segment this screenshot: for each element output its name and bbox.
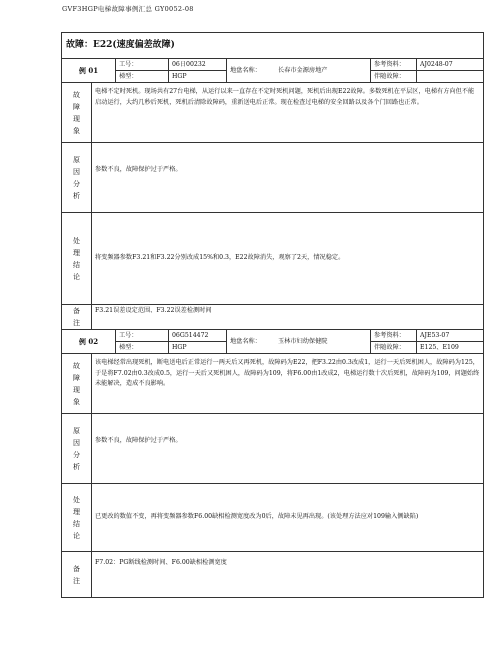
remark-label: 备 注: [62, 552, 92, 598]
case-2-handling: 已更改的数值不变，再将变频器参数F6.00缺相检测宽度改为0后，故障未见再出现。(该处理方法应对109输入侧缺陷): [92, 484, 484, 552]
case-2-phenomenon: 该电梯经常出现死机，断电送电后正常运行一两天后又再死机，故障码为E22，把F3.22由0.3改成1，运行一天后死机困人，故障码为125，于是将F7.02由0.3改成0.5，运行一天后又死机困人，故障码为109，将F6.00由1改成2，电梯运行数十次后死机，故障码为109，问题始终未能解决，造成不良影响。: [92, 354, 484, 414]
case-1-cause: 参数不良，故障保护过于严格。: [92, 143, 484, 213]
workno-label: 工号：: [116, 330, 169, 342]
ref-label: 参考资料：: [371, 330, 417, 342]
ref-label: 参考资料：: [371, 59, 417, 71]
case-2-remark: F7.02：PG断线检测时间、F6.00缺相检测宽度: [92, 552, 484, 598]
handling-label: 处 理 结 论: [62, 213, 92, 305]
case-2-model: HGP: [169, 342, 227, 354]
case-1-site: [227, 59, 371, 83]
case-1-site-value: 长春市金源房地产: [278, 67, 328, 74]
document-header: GVF3HGP电梯故障事例汇总 GY0052-08: [62, 5, 194, 13]
case-1-handling: 将变频器参数F3.21和F3.22分别改成15%和0.3，E22故障消失，观察了2天，情况稳定。: [92, 213, 484, 305]
site-label: 地盘名称：: [230, 338, 261, 345]
case-2-workno: 06G514472: [169, 330, 227, 342]
case-1-model: HGP: [169, 71, 227, 83]
case-1-remark: F3.21误差设定范围、F3.22误差检测时间: [92, 305, 484, 330]
fault-case-table: [61, 32, 484, 598]
workno-label: 工号：: [116, 59, 169, 71]
case-1-ref: AJ0248-07: [417, 59, 484, 71]
fault-label: 伴随故障：: [371, 342, 417, 354]
case-1-workno: 06日00232: [169, 59, 227, 71]
model-label: 梯型：: [116, 342, 169, 354]
fault-title: 故障：E22(速度偏差故障): [62, 33, 484, 59]
case-2-label: 例 02: [62, 330, 116, 354]
case-1-phenomenon: 电梯不定时死机。现场共有27台电梯，从运行以来一直存在不定时死机问题，死机后出现E22故障。多数死机在平层区，电梯有方向但不能启动运行，大约几秒后死机，死机后清除故障码，重新送电后正常。现在检查过电梯的安全回路以及各个门回路也正常。: [92, 83, 484, 143]
phenomenon-label: 故 障 现 象: [62, 354, 92, 414]
handling-label: 处 理 结 论: [62, 484, 92, 552]
case-2-site: [227, 330, 371, 354]
remark-label: 备 注: [62, 305, 92, 330]
case-2-ref: AJE53-07: [417, 330, 484, 342]
cause-label: 原 因 分 析: [62, 414, 92, 484]
case-2-cause: 参数不良，故障保护过于严格。: [92, 414, 484, 484]
cause-label: 原 因 分 析: [62, 143, 92, 213]
phenomenon-label: 故 障 现 象: [62, 83, 92, 143]
fault-label: 伴随故障：: [371, 71, 417, 83]
case-2-fault: E125、E109: [417, 342, 484, 354]
case-1-label: 例 01: [62, 59, 116, 83]
model-label: 梯型：: [116, 71, 169, 83]
case-2-site-value: 玉林市妇幼保健院: [278, 338, 328, 345]
case-1-fault: [417, 71, 484, 83]
site-label: 地盘名称：: [230, 67, 261, 74]
